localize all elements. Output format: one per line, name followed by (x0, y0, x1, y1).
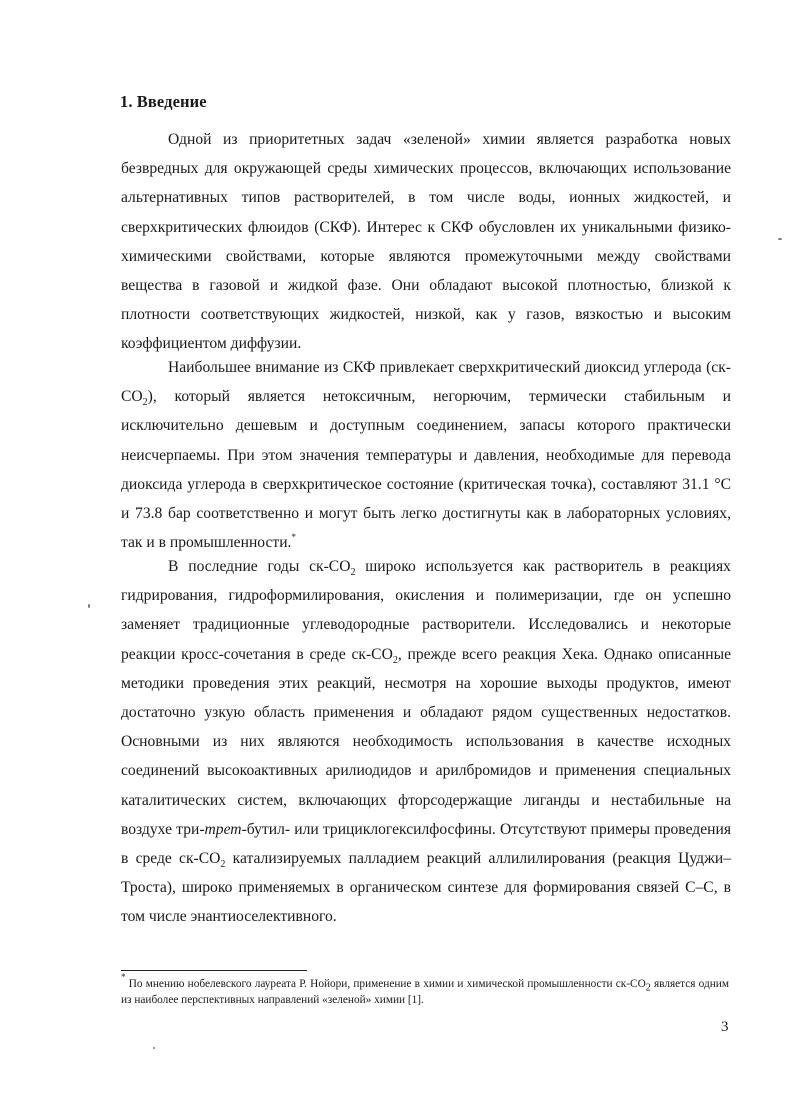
italic-tert: трет (204, 820, 242, 838)
co2-subscript: 2 (142, 397, 148, 409)
footnote-mark: * (121, 972, 126, 982)
footnote (121, 972, 729, 1008)
page-number: 3 (721, 1019, 729, 1035)
paragraph-1 (121, 125, 731, 359)
paragraph-3-text-b: широко используется как растворитель в реакциях гидрирования, гидроформилирования, окисления и полимеризации, где он успешно заменяет традиционные углеводородные растворители. Исследовались и некоторые реакции кросс-сочетания в среде ск-CO (121, 558, 731, 663)
paragraph-1-text: Одной из приоритетных задач «зеленой» химии является разработка новых безвредных для окружающей среды химических процессов, включающих использование альтернативных типов растворителей, в том числе воды, ионных жидкостей, и сверхкритических флюидов (СКФ). Интерес к СКФ обусловлен их уникальными физико-химическими свойствами, которые являются промежуточными между свойствами вещества в газовой и жидкой фазе. Они обладают высокой плотностью, близкой к плотности соответствующих жидкостей, низкой, как у газов, вязкостью и высоким коэффициентом диффузии. (121, 131, 731, 353)
paragraph-3-text-d: -бутил- или трициклогексилфосфины. Отсутствуют примеры проведения в среде ск-CO (121, 820, 731, 868)
paragraph-2-text-a: Наибольшее внимание из СКФ привлекает сверхкритический диоксид углерода (ск-CO (121, 359, 731, 406)
scan-artifact (153, 1047, 155, 1049)
paragraph-3 (121, 552, 731, 932)
footnote-reference-mark: * (291, 532, 296, 543)
co2-subscript: 2 (350, 567, 356, 579)
scan-artifact (88, 604, 90, 608)
co2-subscript: 2 (220, 859, 226, 871)
paragraph-3-text-c: , прежде всего реакция Хека. Однако описанные методики проведения этих реакций, несмотря на хорошие выходы продуктов, имеют достаточно узкую область применения и обладают рядом существенных недостатков. Основными из них являются необходимость использования в качестве исходных соединений высокоактивных арилиодидов и арилбромидов и применения специальных каталитических систем, включающих фторсодержащие лиганды и нестабильные на воздухе три- (121, 645, 731, 838)
co2-subscript: 2 (392, 654, 398, 666)
footnote-text-b: является одним из наиболее перспективных направлений «зеленой» химии [1]. (121, 978, 729, 1006)
footnote-text-a: По мнению нобелевского лауреата Р. Нойори, применение в химии и химической промышленности ск-CO (125, 978, 646, 990)
section-heading: 1. Введение (120, 92, 207, 111)
paragraph-2-text-b: ), который является нетоксичным, негорючим, термически стабильным и исключительно дешевым и доступным соединением, запасы которого практически неисчерпаемы. При этом значения температуры и давления, необходимые для перевода диоксида углерода в сверхкритическое состояние (критическая точка), составляют 31.1 °С и 73.8 бар соответственно и могут быть легко достигнуты как в лабораторных условиях, так и в промышленности. (121, 388, 731, 552)
paragraph-2 (121, 353, 731, 557)
footnote-divider (121, 970, 307, 971)
paragraph-3-text-e: катализируемых палладием реакций аллилилирования (реакция Цуджи–Троста), широко применяемых в органическом синтезе для формирования связей С–С, в том числе энантиоселективного. (121, 850, 731, 926)
paragraph-3-text-a: В последние годы ск-CO (168, 558, 351, 575)
scan-artifact (778, 238, 782, 240)
co2-subscript: 2 (645, 982, 651, 994)
